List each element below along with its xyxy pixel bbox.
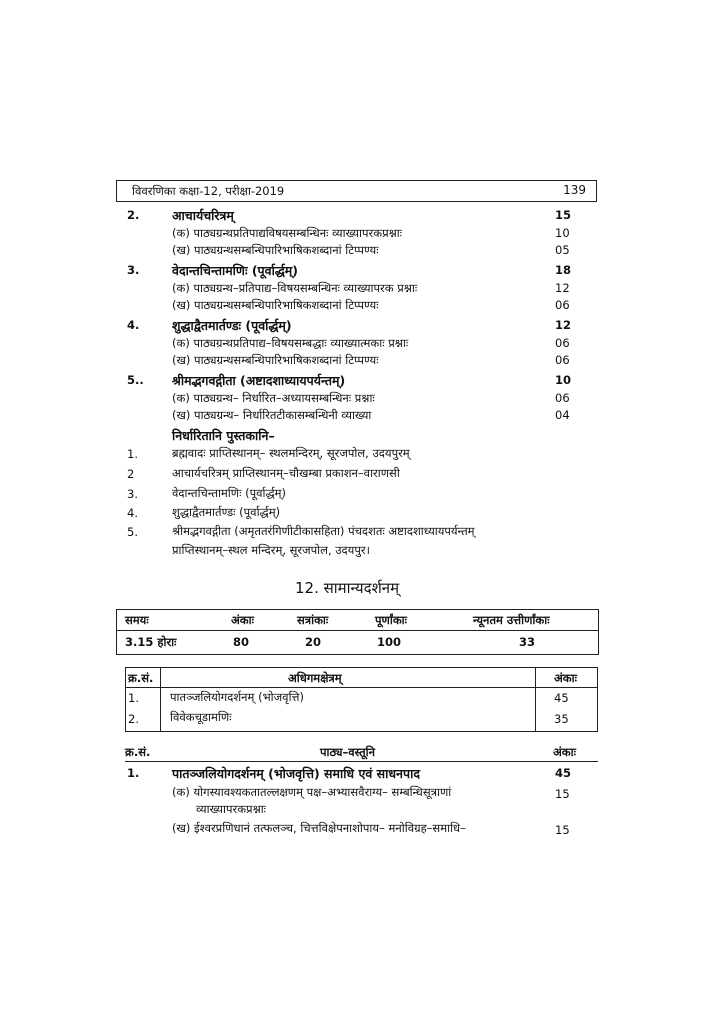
book-number: 2 xyxy=(127,467,135,481)
book-entry-continued: प्राप्तिस्थानम्–स्थल मन्दिरम्, सूरजपोल, उदयपुर। xyxy=(172,543,370,557)
book-entry: आचार्यचरित्रम् प्राप्तिस्थानम्–चौखम्बा प्रकाशन–वाराणसी xyxy=(172,466,400,480)
item-marks: 45 xyxy=(555,766,572,780)
book-number: 4. xyxy=(127,506,138,520)
divider xyxy=(125,761,598,762)
item-marks: 18 xyxy=(555,263,572,277)
sub-marks: 12 xyxy=(555,281,570,295)
divider xyxy=(126,687,597,688)
books-heading: निर्धारितानि पुस्तकानि– xyxy=(172,428,275,443)
row-marks: 45 xyxy=(554,691,569,705)
sub-marks: 04 xyxy=(555,408,570,422)
item-number: 4. xyxy=(127,318,140,332)
row-text: विवेकचूडामणिः xyxy=(170,710,232,724)
sub-item: (ख) पाठ्यग्रन्थसम्बन्धिपारिभाषिकशब्दानां टिप्पण्यः xyxy=(172,243,379,257)
sub-item: (क) पाठ्यग्रन्थप्रतिपाद्य–विषयसम्बद्धाः व्याख्यात्मकाः प्रश्नाः xyxy=(172,336,409,350)
book-number: 3. xyxy=(127,487,138,501)
sub-item: (क) पाठ्यग्रन्थ–प्रतिपाद्य–विषयसम्बन्धिनः व्याख्यापरक प्रश्नाः xyxy=(172,281,418,295)
header-title: विवरणिका कक्षा-12, परीक्षा-2019 xyxy=(132,184,285,198)
scheme-value: 20 xyxy=(305,635,322,649)
sub-marks: 06 xyxy=(555,353,570,367)
sub-marks: 06 xyxy=(555,391,570,405)
table-header: अंकाः xyxy=(554,671,577,685)
content-header-num: क्र.सं. xyxy=(125,745,151,759)
book-number: 1. xyxy=(127,447,138,461)
item-title: शुद्धाद्वैतमार्तण्डः (पूर्वार्द्धम्) xyxy=(172,318,292,333)
item-number: 1. xyxy=(127,766,140,780)
sub-marks: 06 xyxy=(555,298,570,312)
item-title: वेदान्तचिन्तामणिः (पूर्वार्द्धम्) xyxy=(172,263,298,278)
item-number: 5.. xyxy=(127,373,144,387)
scheme-header: समयः xyxy=(125,613,149,627)
item-title: श्रीमद्भगवद्गीता (अष्टादशाध्यायपर्यन्तम्) xyxy=(172,373,346,388)
sub-marks: 10 xyxy=(555,226,570,240)
page-number: 139 xyxy=(563,183,586,197)
item-title: पातञ्जलियोगदर्शनम् (भोजवृत्ति) समाधि एवं साधनपाद xyxy=(172,766,420,781)
scheme-header: अंकाः xyxy=(231,613,254,627)
divider xyxy=(160,668,161,731)
scheme-value: 80 xyxy=(233,635,250,649)
row-text: पातञ्जलियोगदर्शनम् (भोजवृत्ति) xyxy=(170,690,304,704)
learning-area-table xyxy=(125,667,598,732)
table-header: अधिगमक्षेत्रम् xyxy=(288,671,342,685)
scheme-value: 33 xyxy=(519,635,536,649)
row-marks: 35 xyxy=(554,712,569,726)
divider xyxy=(535,668,536,731)
book-entry: श्रीमद्भगवद्गीता (अमृततरंगिणीटीकासहिता) पंचदशतः अष्टादशाध्यायपर्यन्तम् xyxy=(172,524,475,538)
sub-item: (क) पाठ्यग्रन्थप्रतिपाद्यविषयसम्बन्धिनः व्याख्यापरकप्रश्नाः xyxy=(172,226,403,240)
scheme-value: 100 xyxy=(377,635,402,649)
book-entry: वेदान्तचिन्तामणिः (पूर्वार्द्धम्) xyxy=(172,486,287,500)
book-entry: ब्रह्मवादः प्राप्तिस्थानम्– स्थलमन्दिरम्, सूरजपोल, उदयपुरम् xyxy=(172,446,410,460)
sub-item: (ख) पाठ्यग्रन्थसम्बन्धिपारिभाषिकशब्दानां टिप्पण्यः xyxy=(172,353,379,367)
content-header-title: पाठ्य–वस्तूनि xyxy=(320,745,376,759)
sub-marks: 15 xyxy=(555,823,570,837)
item-marks: 15 xyxy=(555,208,572,222)
sub-item: (क) पाठ्यग्रन्थ– निर्धारित–अध्यायसम्बन्धिनः प्रश्नाः xyxy=(172,391,375,405)
item-title: आचार्यचरित्रम् xyxy=(172,208,234,223)
divider xyxy=(117,630,598,631)
sub-marks: 06 xyxy=(555,336,570,350)
row-number: 1. xyxy=(128,691,139,705)
book-entry: शुद्धाद्वैतमार्तण्डः (पूर्वार्द्धम्) xyxy=(172,505,281,519)
item-number: 2. xyxy=(127,208,140,222)
sub-item: (ख) पाठ्यग्रन्थ– निर्धारितटीकासम्बन्धिनी व्याख्या xyxy=(172,408,372,422)
exam-scheme-table xyxy=(116,609,599,655)
scheme-value: 3.15 होराः xyxy=(125,635,177,649)
item-marks: 12 xyxy=(555,318,572,332)
paper-title: 12. सामान्यदर्शनम् xyxy=(295,579,400,597)
item-number: 3. xyxy=(127,263,140,277)
scheme-header: न्यूनतम उत्तीर्णांकाः xyxy=(473,613,550,627)
row-number: 2. xyxy=(128,712,139,726)
sub-item: (ख) पाठ्यग्रन्थसम्बन्धिपारिभाषिकशब्दानां टिप्पण्यः xyxy=(172,298,379,312)
sub-item: (क) योगस्यावश्यकतातल्लक्षणम् पक्ष–अभ्यासवैराग्य– सम्बन्धिसूत्राणां xyxy=(172,785,452,799)
item-marks: 10 xyxy=(555,373,572,387)
page-header xyxy=(116,180,597,202)
table-header: क्र.सं. xyxy=(128,671,154,685)
sub-item-continued: व्याख्यापरकप्रश्नाः xyxy=(196,802,266,816)
sub-item: (ख) ईश्वरप्रणिधानं तत्फलञ्च, चित्तविक्षेपनाशोपाय– मनोविग्रह–समाधि– xyxy=(172,821,466,835)
book-number: 5. xyxy=(127,525,138,539)
scheme-header: पूर्णांकाः xyxy=(375,613,407,627)
sub-marks: 05 xyxy=(555,243,570,257)
sub-marks: 15 xyxy=(555,787,570,801)
scheme-header: सत्रांकाः xyxy=(297,613,329,627)
content-header-marks: अंकाः xyxy=(553,745,576,759)
